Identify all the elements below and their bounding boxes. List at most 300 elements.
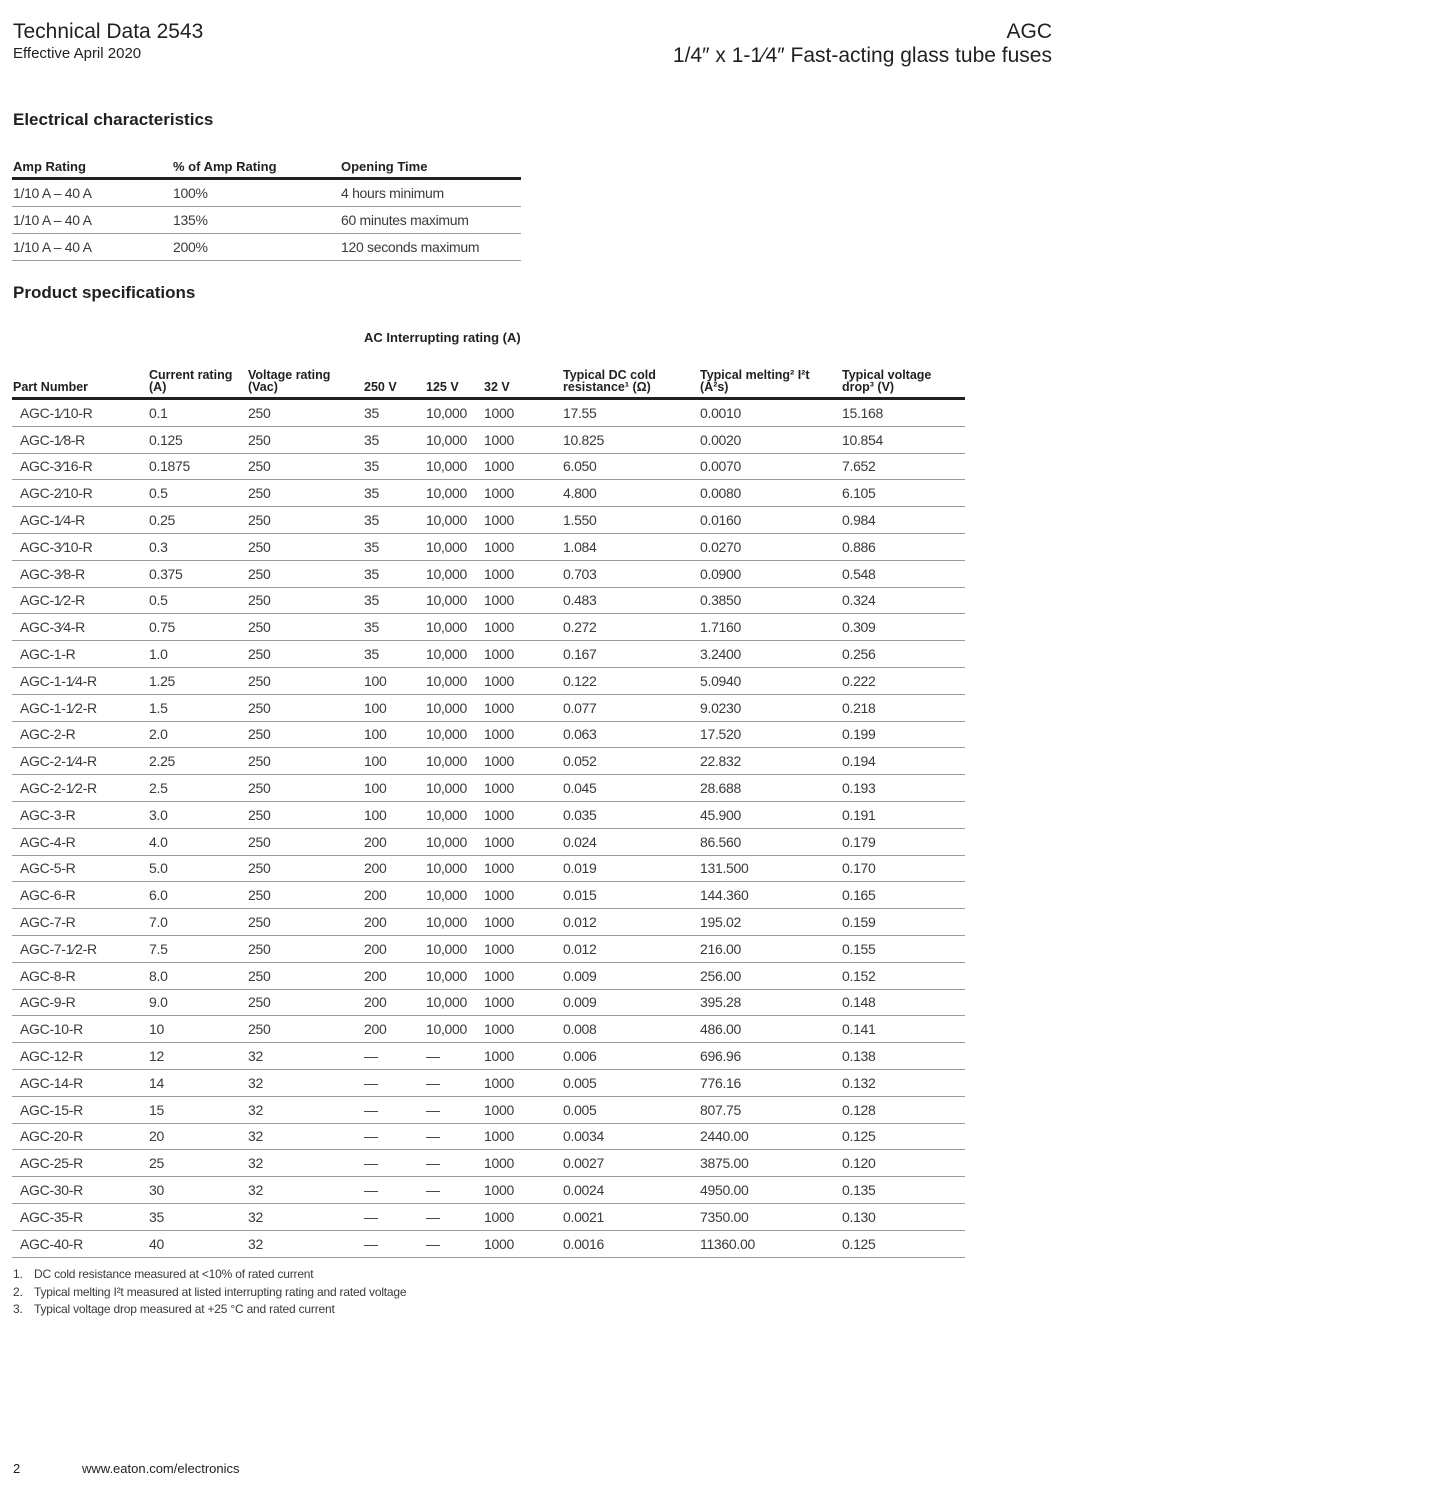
part-number-cell: AGC-7-R — [12, 909, 148, 936]
specifications-row — [12, 962, 965, 989]
specifications-cell: 3875.00 — [699, 1150, 841, 1177]
specifications-cell: 35 — [363, 560, 425, 587]
part-number-cell: AGC-3⁄8-R — [12, 560, 148, 587]
specifications-cell: — — [425, 1230, 483, 1257]
specifications-cell: 0.035 — [562, 801, 699, 828]
specifications-cell: 10,000 — [425, 399, 483, 427]
part-number-cell: AGC-1⁄8-R — [12, 426, 148, 453]
specifications-row — [12, 1123, 965, 1150]
part-number-cell: AGC-20-R — [12, 1123, 148, 1150]
specifications-cell: 10,000 — [425, 587, 483, 614]
specifications-cell: 0.0160 — [699, 507, 841, 534]
specifications-cell: 10,000 — [425, 855, 483, 882]
specifications-cell: 0.052 — [562, 748, 699, 775]
specifications-cell: 0.138 — [841, 1043, 965, 1070]
specifications-cell: 1000 — [483, 507, 562, 534]
specifications-cell: — — [363, 1069, 425, 1096]
ac-interrupting-group-label: AC Interrupting rating (A) — [364, 330, 521, 345]
specifications-row — [12, 399, 965, 427]
specifications-cell: 0.005 — [562, 1096, 699, 1123]
specifications-cell: 0.122 — [562, 667, 699, 694]
specifications-cell: 32 — [247, 1177, 363, 1204]
specifications-cell: 0.222 — [841, 667, 965, 694]
specifications-cell: 1000 — [483, 855, 562, 882]
specifications-row — [12, 828, 965, 855]
footnote — [13, 1284, 406, 1302]
specifications-cell: 0.019 — [562, 855, 699, 882]
specifications-cell: — — [425, 1069, 483, 1096]
effective-date: Effective April 2020 — [13, 45, 142, 62]
part-number-cell: AGC-9-R — [12, 989, 148, 1016]
specifications-cell: 17.520 — [699, 721, 841, 748]
specifications-cell: 0.179 — [841, 828, 965, 855]
specifications-cell: 250 — [247, 453, 363, 480]
specifications-cell: — — [363, 1096, 425, 1123]
part-number-cell: AGC-2⁄10-R — [12, 480, 148, 507]
specifications-cell: 35 — [363, 641, 425, 668]
specifications-cell: 30 — [148, 1177, 247, 1204]
specifications-cell: 0.0021 — [562, 1203, 699, 1230]
specifications-cell: 1000 — [483, 694, 562, 721]
specifications-cell: 696.96 — [699, 1043, 841, 1070]
specifications-column-header: Typical melting² I²t (A²s) — [699, 353, 841, 399]
part-number-cell: AGC-6-R — [12, 882, 148, 909]
electrical-cell: 1/10 A – 40 A — [12, 179, 172, 207]
specifications-row — [12, 453, 965, 480]
specifications-cell: 14 — [148, 1069, 247, 1096]
specifications-cell: 10,000 — [425, 1016, 483, 1043]
specifications-cell: 10,000 — [425, 775, 483, 802]
specifications-cell: 10,000 — [425, 641, 483, 668]
specifications-cell: 0.886 — [841, 533, 965, 560]
specifications-cell: 0.309 — [841, 614, 965, 641]
specifications-cell: 10,000 — [425, 560, 483, 587]
specifications-cell: 0.045 — [562, 775, 699, 802]
specifications-cell: 0.008 — [562, 1016, 699, 1043]
specifications-cell: 35 — [363, 614, 425, 641]
specifications-cell: 0.125 — [148, 426, 247, 453]
specifications-row — [12, 1096, 965, 1123]
specifications-cell: 32 — [247, 1043, 363, 1070]
specifications-cell: 250 — [247, 694, 363, 721]
specifications-cell: 1000 — [483, 748, 562, 775]
specifications-cell: 1000 — [483, 882, 562, 909]
specifications-row — [12, 507, 965, 534]
specifications-cell: 40 — [148, 1230, 247, 1257]
part-number-cell: AGC-1⁄2-R — [12, 587, 148, 614]
specifications-cell: 1000 — [483, 801, 562, 828]
part-number-cell: AGC-1-1⁄2-R — [12, 694, 148, 721]
specifications-cell: 0.009 — [562, 962, 699, 989]
specifications-cell: 32 — [247, 1203, 363, 1230]
specifications-cell: — — [363, 1177, 425, 1204]
specifications-column-header: Current rating (A) — [148, 353, 247, 399]
specifications-cell: 0.0080 — [699, 480, 841, 507]
specifications-cell: 0.984 — [841, 507, 965, 534]
specifications-cell: 28.688 — [699, 775, 841, 802]
specifications-cell: 10.825 — [562, 426, 699, 453]
part-number-cell: AGC-1-R — [12, 641, 148, 668]
specifications-cell: 250 — [247, 989, 363, 1016]
part-number-cell: AGC-15-R — [12, 1096, 148, 1123]
specifications-cell: 0.125 — [841, 1230, 965, 1257]
specifications-cell: 7.0 — [148, 909, 247, 936]
specifications-cell: 0.024 — [562, 828, 699, 855]
specifications-cell: 0.3 — [148, 533, 247, 560]
part-number-cell: AGC-1⁄10-R — [12, 399, 148, 427]
specifications-cell: 1000 — [483, 453, 562, 480]
specifications-cell: 7.5 — [148, 935, 247, 962]
specifications-cell: 10,000 — [425, 748, 483, 775]
specifications-cell: 395.28 — [699, 989, 841, 1016]
specifications-cell: 1000 — [483, 1069, 562, 1096]
specifications-cell: 0.256 — [841, 641, 965, 668]
specifications-cell: — — [363, 1043, 425, 1070]
specifications-cell: 807.75 — [699, 1096, 841, 1123]
specifications-cell: 1.550 — [562, 507, 699, 534]
electrical-column-header: Opening Time — [340, 156, 521, 179]
specifications-cell: 10,000 — [425, 989, 483, 1016]
specifications-row — [12, 533, 965, 560]
specifications-cell: 0.191 — [841, 801, 965, 828]
electrical-cell: 120 seconds maximum — [340, 234, 521, 261]
specifications-cell: 250 — [247, 480, 363, 507]
specifications-cell: 1000 — [483, 909, 562, 936]
specifications-row — [12, 748, 965, 775]
specifications-cell: 776.16 — [699, 1069, 841, 1096]
specifications-cell: 0.141 — [841, 1016, 965, 1043]
specifications-cell: 100 — [363, 775, 425, 802]
specifications-cell: 2.25 — [148, 748, 247, 775]
specifications-cell: 0.0027 — [562, 1150, 699, 1177]
specifications-cell: 0.006 — [562, 1043, 699, 1070]
specifications-cell: 131.500 — [699, 855, 841, 882]
specifications-cell: 10,000 — [425, 962, 483, 989]
specifications-cell: 35 — [363, 426, 425, 453]
specifications-cell: — — [425, 1177, 483, 1204]
specifications-cell: 4.0 — [148, 828, 247, 855]
specifications-cell: 2.5 — [148, 775, 247, 802]
specifications-row — [12, 560, 965, 587]
specifications-cell: 1000 — [483, 1150, 562, 1177]
specifications-cell: 256.00 — [699, 962, 841, 989]
specifications-cell: 250 — [247, 399, 363, 427]
document-title — [13, 20, 203, 44]
specifications-cell: 0.5 — [148, 587, 247, 614]
specifications-cell: 0.0024 — [562, 1177, 699, 1204]
specifications-cell: 6.105 — [841, 480, 965, 507]
specifications-cell: 10,000 — [425, 694, 483, 721]
specifications-heading: Product specifications — [13, 283, 196, 302]
footnote-number: 2. — [13, 1284, 23, 1299]
specifications-cell: 200 — [363, 882, 425, 909]
specifications-row — [12, 1069, 965, 1096]
product-header — [673, 20, 1052, 68]
specifications-cell: 10,000 — [425, 507, 483, 534]
specifications-cell: 200 — [363, 989, 425, 1016]
specifications-cell: 144.360 — [699, 882, 841, 909]
electrical-column-header: Amp Rating — [12, 156, 172, 179]
specifications-cell: 0.5 — [148, 480, 247, 507]
specifications-cell: 1000 — [483, 1123, 562, 1150]
specifications-cell: 200 — [363, 935, 425, 962]
specifications-cell: 0.0070 — [699, 453, 841, 480]
part-number-cell: AGC-1⁄4-R — [12, 507, 148, 534]
specifications-cell: 0.272 — [562, 614, 699, 641]
part-number-cell: AGC-3-R — [12, 801, 148, 828]
part-number-cell: AGC-3⁄16-R — [12, 453, 148, 480]
specifications-row — [12, 667, 965, 694]
specifications-cell: 10,000 — [425, 480, 483, 507]
specifications-cell: 1000 — [483, 935, 562, 962]
specifications-cell: 22.832 — [699, 748, 841, 775]
specifications-cell: 1000 — [483, 1203, 562, 1230]
specifications-cell: — — [425, 1150, 483, 1177]
product-code: AGC — [1006, 20, 1052, 43]
specifications-cell: 250 — [247, 962, 363, 989]
specifications-cell: 0.135 — [841, 1177, 965, 1204]
specifications-cell: 4.800 — [562, 480, 699, 507]
specifications-cell: 250 — [247, 935, 363, 962]
electrical-row — [12, 207, 521, 234]
specifications-cell: 35 — [363, 507, 425, 534]
specifications-cell: 100 — [363, 667, 425, 694]
part-number-cell: AGC-3⁄4-R — [12, 614, 148, 641]
specifications-cell: 250 — [247, 855, 363, 882]
specifications-cell: 10,000 — [425, 426, 483, 453]
electrical-cell: 100% — [172, 179, 340, 207]
specifications-column-header: Typical voltage drop³ (V) — [841, 353, 965, 399]
specifications-cell: 0.0270 — [699, 533, 841, 560]
specifications-cell: 10,000 — [425, 453, 483, 480]
specifications-cell: 2440.00 — [699, 1123, 841, 1150]
specifications-cell: 250 — [247, 507, 363, 534]
specifications-cell: — — [363, 1123, 425, 1150]
specifications-cell: 32 — [247, 1096, 363, 1123]
electrical-cell: 60 minutes maximum — [340, 207, 521, 234]
specifications-table — [12, 353, 965, 1258]
specifications-cell: 8.0 — [148, 962, 247, 989]
specifications-cell: 32 — [247, 1069, 363, 1096]
specifications-cell: 250 — [247, 560, 363, 587]
specifications-cell: 250 — [247, 882, 363, 909]
specifications-cell: 216.00 — [699, 935, 841, 962]
specifications-cell: 1000 — [483, 480, 562, 507]
specifications-row — [12, 855, 965, 882]
page-number: 2 — [13, 1461, 21, 1476]
specifications-row — [12, 694, 965, 721]
specifications-cell: 0.375 — [148, 560, 247, 587]
specifications-row — [12, 721, 965, 748]
specifications-row — [12, 641, 965, 668]
specifications-cell: 1.5 — [148, 694, 247, 721]
specifications-cell: 0.1875 — [148, 453, 247, 480]
specifications-cell: 1000 — [483, 614, 562, 641]
electrical-cell: 1/10 A – 40 A — [12, 234, 172, 261]
specifications-cell: 7350.00 — [699, 1203, 841, 1230]
specifications-cell: 250 — [247, 614, 363, 641]
electrical-body — [12, 179, 521, 261]
specifications-cell: 0.148 — [841, 989, 965, 1016]
specifications-cell: 11360.00 — [699, 1230, 841, 1257]
footnote-number: 3. — [13, 1302, 23, 1316]
specifications-cell: — — [425, 1203, 483, 1230]
specifications-row — [12, 1016, 965, 1043]
part-number-cell: AGC-8-R — [12, 962, 148, 989]
part-number-cell: AGC-4-R — [12, 828, 148, 855]
specifications-cell: 250 — [247, 533, 363, 560]
specifications-cell: 1000 — [483, 962, 562, 989]
specifications-cell: 250 — [247, 909, 363, 936]
specifications-cell: 35 — [363, 399, 425, 427]
specifications-cell: 200 — [363, 909, 425, 936]
specifications-row — [12, 909, 965, 936]
specifications-cell: 10,000 — [425, 801, 483, 828]
specifications-cell: 10,000 — [425, 614, 483, 641]
specifications-cell: 100 — [363, 694, 425, 721]
specifications-cell: 32 — [247, 1123, 363, 1150]
specifications-cell: 100 — [363, 748, 425, 775]
part-number-cell: AGC-40-R — [12, 1230, 148, 1257]
specifications-cell: 0.199 — [841, 721, 965, 748]
specifications-cell: 2.0 — [148, 721, 247, 748]
specifications-cell: 200 — [363, 855, 425, 882]
specifications-cell: 1000 — [483, 1096, 562, 1123]
specifications-cell: 35 — [363, 453, 425, 480]
specifications-cell: 0.077 — [562, 694, 699, 721]
specifications-cell: — — [363, 1203, 425, 1230]
specifications-cell: 25 — [148, 1150, 247, 1177]
specifications-cell: 10,000 — [425, 882, 483, 909]
specifications-column-header: 125 V — [425, 353, 483, 399]
title-prefix: Technical Data — [13, 20, 157, 43]
specifications-row — [12, 989, 965, 1016]
specifications-cell: 1000 — [483, 399, 562, 427]
part-number-cell: AGC-5-R — [12, 855, 148, 882]
specifications-cell: 45.900 — [699, 801, 841, 828]
specifications-cell: 1000 — [483, 1016, 562, 1043]
specifications-cell: 3.2400 — [699, 641, 841, 668]
specifications-cell: 0.159 — [841, 909, 965, 936]
specifications-cell: 12 — [148, 1043, 247, 1070]
specifications-cell: 0.063 — [562, 721, 699, 748]
specifications-cell: 0.218 — [841, 694, 965, 721]
specifications-cell: 0.015 — [562, 882, 699, 909]
specifications-row — [12, 480, 965, 507]
specifications-cell: 0.009 — [562, 989, 699, 1016]
specifications-cell: 250 — [247, 587, 363, 614]
specifications-row — [12, 1177, 965, 1204]
specifications-cell: 0.703 — [562, 560, 699, 587]
specifications-cell: 1000 — [483, 426, 562, 453]
specifications-cell: 1.25 — [148, 667, 247, 694]
specifications-cell: 0.165 — [841, 882, 965, 909]
specifications-cell: 35 — [363, 533, 425, 560]
specifications-cell: 1000 — [483, 721, 562, 748]
document-header — [13, 20, 203, 63]
specifications-cell: 3.0 — [148, 801, 247, 828]
specifications-row — [12, 426, 965, 453]
specifications-cell: 200 — [363, 828, 425, 855]
specifications-cell: 10,000 — [425, 935, 483, 962]
specifications-cell: 200 — [363, 962, 425, 989]
electrical-cell: 1/10 A – 40 A — [12, 207, 172, 234]
part-number-cell: AGC-1-1⁄4-R — [12, 667, 148, 694]
specifications-cell: 10 — [148, 1016, 247, 1043]
specifications-cell: 250 — [247, 667, 363, 694]
specifications-cell: 0.0010 — [699, 399, 841, 427]
specifications-column-header: Voltage rating (Vac) — [247, 353, 363, 399]
footnote-number: 1. — [13, 1267, 23, 1281]
specifications-cell: 9.0230 — [699, 694, 841, 721]
specifications-cell: 0.005 — [562, 1069, 699, 1096]
part-number-cell: AGC-7-1⁄2-R — [12, 935, 148, 962]
specifications-cell: 0.130 — [841, 1203, 965, 1230]
specifications-cell: 0.155 — [841, 935, 965, 962]
specifications-cell: 0.012 — [562, 935, 699, 962]
specifications-cell: 195.02 — [699, 909, 841, 936]
specifications-cell: 0.120 — [841, 1150, 965, 1177]
specifications-cell: 1000 — [483, 667, 562, 694]
specifications-cell: 0.0020 — [699, 426, 841, 453]
specifications-cell: 6.050 — [562, 453, 699, 480]
specifications-cell: 1.0 — [148, 641, 247, 668]
footnote — [13, 1301, 406, 1319]
electrical-cell: 200% — [172, 234, 340, 261]
specifications-cell: 20 — [148, 1123, 247, 1150]
specifications-cell: — — [363, 1230, 425, 1257]
specifications-cell: 86.560 — [699, 828, 841, 855]
specifications-cell: 0.128 — [841, 1096, 965, 1123]
specifications-cell: 5.0940 — [699, 667, 841, 694]
specifications-cell: 10.854 — [841, 426, 965, 453]
specifications-cell: 0.012 — [562, 909, 699, 936]
title-number: 2543 — [156, 20, 204, 43]
specifications-cell: 0.483 — [562, 587, 699, 614]
specifications-cell: 1000 — [483, 828, 562, 855]
specifications-cell: 5.0 — [148, 855, 247, 882]
specifications-cell: 200 — [363, 1016, 425, 1043]
product-description: 1/4″ x 1-1⁄4″ Fast-acting glass tube fuses — [672, 44, 1052, 67]
specifications-cell: 0.1 — [148, 399, 247, 427]
specifications-cell: 0.170 — [841, 855, 965, 882]
specifications-row — [12, 775, 965, 802]
specifications-cell: 250 — [247, 721, 363, 748]
electrical-heading: Electrical characteristics — [13, 110, 214, 129]
specifications-cell: 0.548 — [841, 560, 965, 587]
specifications-cell: 250 — [247, 828, 363, 855]
specifications-cell: 0.3850 — [699, 587, 841, 614]
specifications-cell: 32 — [247, 1230, 363, 1257]
specifications-cell: 0.324 — [841, 587, 965, 614]
specifications-cell: — — [425, 1096, 483, 1123]
specifications-cell: — — [425, 1123, 483, 1150]
specifications-row — [12, 614, 965, 641]
specifications-cell: 35 — [363, 480, 425, 507]
specifications-cell: 0.0900 — [699, 560, 841, 587]
part-number-cell: AGC-3⁄10-R — [12, 533, 148, 560]
footer-url[interactable]: www.eaton.com/electronics — [82, 1461, 240, 1476]
specifications-cell: 0.0016 — [562, 1230, 699, 1257]
specifications-row — [12, 1203, 965, 1230]
electrical-cell: 135% — [172, 207, 340, 234]
specifications-cell: 1000 — [483, 587, 562, 614]
specifications-cell: 0.0034 — [562, 1123, 699, 1150]
footnote-text: Typical melting I²t measured at listed interrupting rating and rated voltage — [34, 1284, 407, 1299]
specifications-cell: 15 — [148, 1096, 247, 1123]
part-number-cell: AGC-10-R — [12, 1016, 148, 1043]
specifications-cell: 0.25 — [148, 507, 247, 534]
